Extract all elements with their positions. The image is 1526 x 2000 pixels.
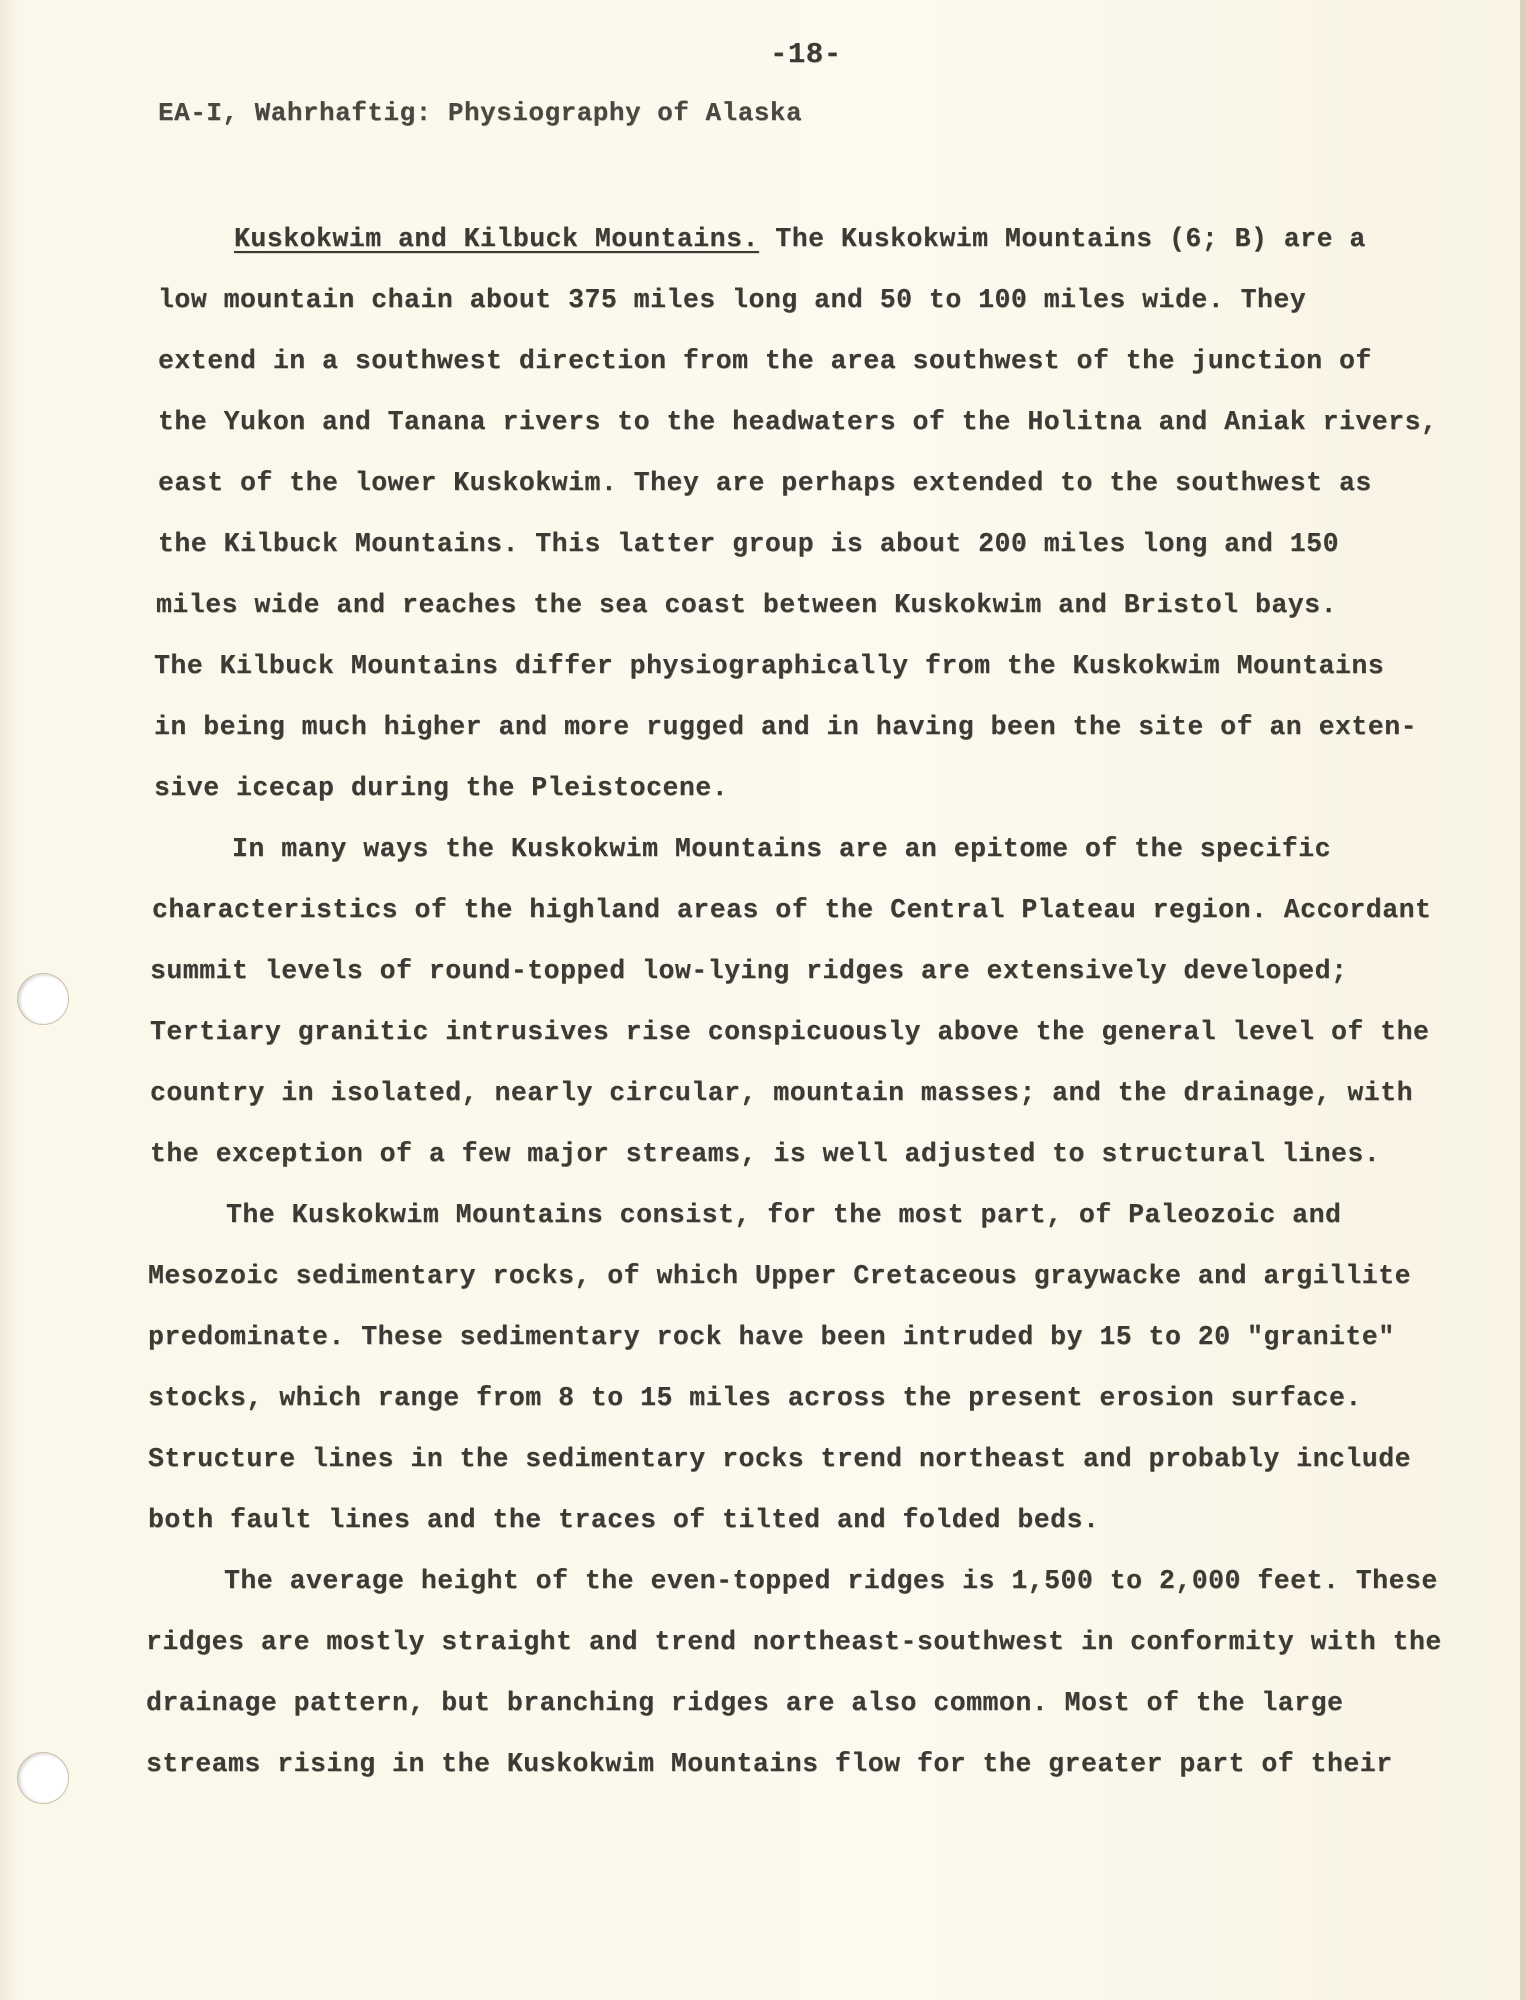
body-line: streams rising in the Kuskokwim Mountains flow for the greater part of their [146,1749,1393,1779]
body-line: east of the lower Kuskokwim. They are perhaps extended to the southwest as [158,468,1372,498]
body-line: The Kuskokwim Mountains consist, for the most part, of Paleozoic and [226,1200,1342,1230]
body-line: summit levels of round-topped low-lying ridges are extensively developed; [150,956,1348,986]
body-line: Mesozoic sedimentary rocks, of which Upper Cretaceous graywacke and argillite [148,1261,1411,1291]
body-line: drainage pattern, but branching ridges are also common. Most of the large [146,1688,1344,1718]
body-line: Tertiary granitic intrusives rise conspicuously above the general level of the [150,1017,1430,1047]
body-line-text: The Kuskokwim Mountains (6; B) are a [758,224,1366,254]
body-line [234,224,1366,254]
section-heading: Kuskokwim and Kilbuck Mountains. [234,224,759,254]
body-line: in being much higher and more rugged and in having been the site of an exten- [154,712,1417,742]
body-line: predominate. These sedimentary rock have been intruded by 15 to 20 "granite" [148,1322,1395,1352]
body-line: ridges are mostly straight and trend northeast-southwest in conformity with the [146,1627,1442,1657]
body-line: sive icecap during the Pleistocene. [154,773,729,803]
body-line: In many ways the Kuskokwim Mountains are an epitome of the specific [232,834,1331,864]
body-line: the Yukon and Tanana rivers to the headwaters of the Holitna and Aniak rivers, [158,407,1438,437]
page-number: -18- [770,38,842,71]
body-line: the exception of a few major streams, is well adjusted to structural lines. [150,1139,1381,1169]
body-line: The average height of the even-topped ridges is 1,500 to 2,000 feet. These [224,1566,1438,1596]
body-line: extend in a southwest direction from the area southwest of the junction of [158,346,1372,376]
body-line: miles wide and reaches the sea coast between Kuskokwim and Bristol bays. [156,590,1337,620]
document-header: EA-I, Wahrhaftig: Physiography of Alaska [158,98,803,128]
body-line: The Kilbuck Mountains differ physiographically from the Kuskokwim Mountains [154,651,1385,681]
body-line: both fault lines and the traces of tilted and folded beds. [148,1505,1100,1535]
body-line: Structure lines in the sedimentary rocks trend northeast and probably include [148,1444,1411,1474]
body-line: characteristics of the highland areas of the Central Plateau region. Accordant [152,895,1432,925]
body-line: stocks, which range from 8 to 15 miles across the present erosion surface. [148,1383,1362,1413]
body-line: low mountain chain about 375 miles long and 50 to 100 miles wide. They [158,285,1307,315]
body-line: country in isolated, nearly circular, mountain masses; and the drainage, with [150,1078,1413,1108]
body-line: the Kilbuck Mountains. This latter group is about 200 miles long and 150 [158,529,1339,559]
